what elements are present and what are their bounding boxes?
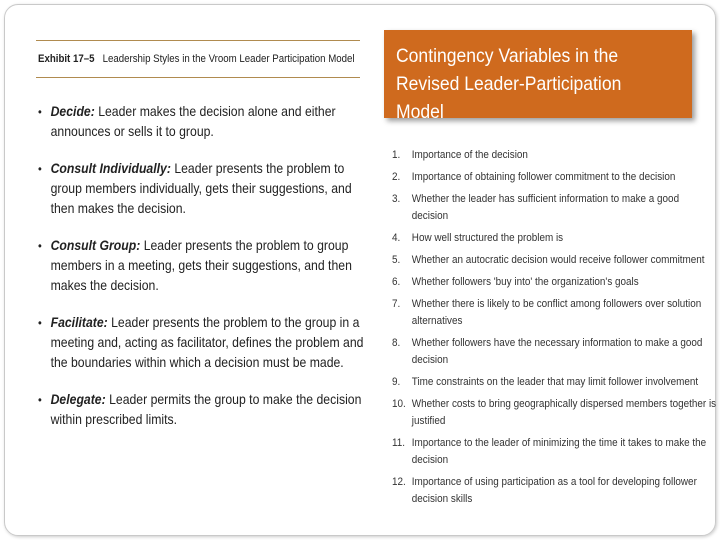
variable-number: 4. (392, 232, 401, 244)
variable-item (392, 474, 718, 508)
variable-number: 8. (392, 337, 401, 349)
bullet-icon: • (38, 239, 42, 253)
variable-text: Whether followers 'buy into' the organization's goals (411, 276, 639, 288)
style-term: Consult Group: (50, 238, 141, 253)
variable-number: 5. (392, 254, 401, 266)
style-text: Leader presents the problem to group members in a meeting, gets their suggestions, and then makes the decision. (50, 238, 352, 293)
style-item-consult-individually (38, 159, 375, 219)
style-text: Leader makes the decision alone and either announces or sells it to group. (50, 104, 336, 139)
variable-text: Importance to the leader of minimizing the time it takes to make the decision (411, 437, 707, 466)
style-item-decide (38, 102, 375, 142)
style-text: Leader presents the problem to group members individually, gets their suggestions, and then makes the decision. (50, 161, 352, 216)
variable-text: Whether costs to bring geographically dispersed members together is justified (411, 398, 717, 427)
bullet-icon: • (38, 393, 42, 407)
variable-number: 2. (392, 171, 401, 183)
variable-item (392, 335, 718, 369)
variable-number: 9. (392, 376, 401, 388)
style-term: Consult Individually: (50, 161, 171, 176)
variable-item (392, 169, 718, 186)
variable-text: How well structured the problem is (411, 232, 564, 244)
variable-text: Whether there is likely to be conflict among followers over solution alternatives (411, 298, 702, 327)
style-text: Leader permits the group to make the decision within prescribed limits. (50, 392, 362, 427)
variable-number: 1. (392, 149, 401, 161)
exhibit-title (38, 53, 355, 65)
variable-text: Whether an autocratic decision would receive follower commitment (411, 254, 705, 266)
variable-text: Importance of using participation as a tool for developing follower decision skills (411, 476, 697, 505)
variable-item (392, 191, 718, 225)
variable-item (392, 274, 718, 291)
variable-text: Time constraints on the leader that may limit follower involvement (411, 376, 699, 388)
banner-title: Contingency Variables in the Revised Leader-Participation Model (396, 45, 622, 123)
variable-text: Importance of obtaining follower commitment to the decision (411, 171, 676, 183)
leadership-styles-list (38, 102, 368, 447)
style-item-consult-group (38, 236, 375, 296)
variable-number: 11. (392, 437, 406, 449)
bullet-icon: • (38, 105, 42, 119)
variable-item (392, 230, 718, 247)
style-text: Leader presents the problem to the group in a meeting and, acting as facilitator, defines the problem and the boundaries within which a decision must be made. (50, 315, 364, 370)
style-term: Decide: (50, 104, 95, 119)
variable-text: Whether followers have the necessary information to make a good decision (411, 337, 703, 366)
exhibit-header (36, 40, 360, 78)
variable-item (392, 374, 718, 391)
exhibit-label: Exhibit 17–5 (38, 53, 95, 65)
contingency-variables-list (392, 147, 717, 513)
variable-number: 10. (392, 398, 406, 410)
variable-item (392, 296, 718, 330)
bullet-icon: • (38, 162, 42, 176)
variable-item (392, 396, 718, 430)
variable-number: 3. (392, 193, 401, 205)
variable-number: 7. (392, 298, 401, 310)
exhibit-title-text: Leadership Styles in the Vroom Leader Participation Model (102, 53, 355, 65)
variable-text: Importance of the decision (411, 149, 528, 161)
style-item-delegate (38, 390, 375, 430)
style-term: Facilitate: (50, 315, 108, 330)
bullet-icon: • (38, 316, 42, 330)
variable-item (392, 147, 718, 164)
style-term: Delegate: (50, 392, 106, 407)
style-item-facilitate (38, 313, 375, 373)
variable-text: Whether the leader has sufficient information to make a good decision (411, 193, 680, 222)
variable-item (392, 435, 718, 469)
variable-item (392, 252, 718, 269)
contingency-banner (384, 30, 692, 123)
variable-number: 12. (392, 476, 406, 488)
variable-number: 6. (392, 276, 401, 288)
